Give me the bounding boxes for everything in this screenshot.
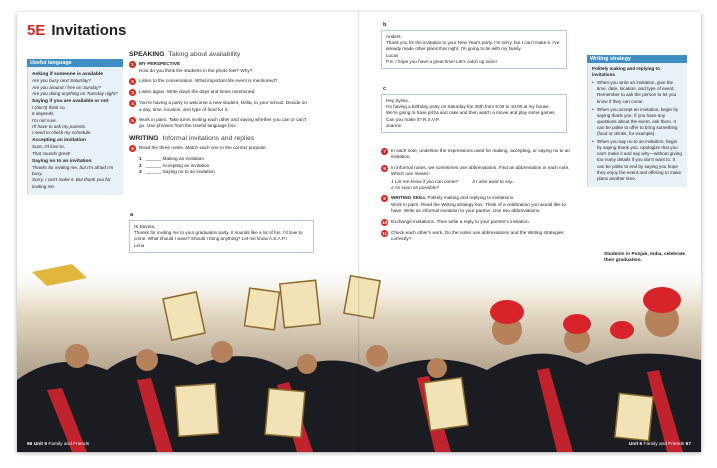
exercise-item [381, 148, 571, 161]
speaking-heading [129, 52, 307, 58]
exercise-item [381, 165, 571, 178]
useful-group-title: Saying no to an invitation [32, 158, 92, 164]
exercise-item [381, 230, 571, 243]
purpose-number: 2 [139, 162, 142, 168]
exercise-number: 1 [129, 61, 136, 68]
useful-phrase: It depends. [32, 111, 55, 117]
exercise-title: WRITING SKILL [391, 195, 427, 201]
useful-phrase: I need to check my schedule. [32, 130, 92, 136]
exercise-number: 5 [129, 117, 136, 124]
note-b [381, 30, 567, 69]
exercise-item [129, 61, 307, 74]
note-line: Anders, [386, 34, 402, 39]
note-label: a [130, 212, 134, 218]
exercise-number: 6 [129, 145, 136, 152]
useful-group-title: Accepting an invitation [32, 138, 86, 144]
exercise-item [129, 145, 307, 152]
exercise-number: 4 [129, 100, 136, 107]
footer-unit-right: Unit 5 [628, 442, 643, 447]
exercise-number: 10 [381, 219, 388, 225]
page-gutter [358, 12, 360, 452]
useful-phrase: Sorry, I can't make it. But thank you for inviting me. [32, 177, 111, 189]
exercise-text: In each note, underline the expressions used for making, accepting, or saying no to an invitation. [391, 148, 571, 160]
useful-phrase: Are you doing anything on Tuesday night? [32, 90, 118, 96]
note-line: Lena [134, 242, 145, 248]
exercise-item [129, 89, 307, 96]
note-label: b [383, 22, 387, 28]
useful-group-title: Saying if you are available or not [32, 99, 109, 105]
writing-exercises [381, 148, 571, 246]
exercise-number: 2 [129, 78, 136, 85]
strategy-body [587, 63, 687, 187]
note-label: c [383, 86, 387, 92]
note-line: P.S. I hope you have a great time! Let's catch up soon! [386, 58, 497, 64]
note-c [381, 94, 567, 133]
writing-heading [129, 136, 307, 142]
exercise-number: 8 [381, 165, 388, 172]
purpose-number: 1 [139, 156, 142, 162]
note-line: Thanks for inviting me to your graduation party. It sounds like a lot of fun. I'd love to come. What should I wear? Should I bring anything? Let me know A.S.A.P.! [134, 230, 303, 242]
useful-language-box [27, 59, 123, 195]
useful-phrase: Are you busy next Saturday? [32, 78, 91, 84]
exercise-text: Work in pairs. Take turns inviting each other and saying whether you can or can't go. Use phrases from the Useful language box. [139, 117, 306, 129]
strategy-bullet: • When you accept an invitation, begin by saying thank you. If you have any questions about the event, ask them. It can be polite to offer to bring something (food or drinks, for example). [592, 107, 683, 137]
note-a [129, 220, 314, 253]
speaking-subtitle: Taking about availability [168, 51, 241, 58]
purpose-text: ______ Saying no to an invitation [145, 169, 215, 175]
exercise-text: You're having a party to welcome a new student, Delia, to your school. Decide on a day, time, location, and type of food for it. [139, 100, 308, 112]
exercise-item [381, 195, 571, 214]
unit-code: 5E [27, 22, 46, 39]
footer-left [27, 442, 89, 447]
useful-language-body [27, 67, 123, 195]
exercise-item [129, 117, 307, 130]
exercise-number: 3 [129, 89, 136, 96]
page-number-left: 66 [27, 442, 33, 447]
writing-title: WRITING [129, 134, 159, 142]
strategy-title: Politely making and replying to invitations [592, 66, 660, 78]
exercise-item [381, 219, 571, 226]
useful-phrase: I'll have to ask my parents. [32, 123, 87, 129]
unit-header [27, 22, 126, 39]
useful-phrase: That sounds great! [32, 150, 71, 156]
strategy-bullet: • When you write an invitation, give the time, date, location, and type of event. Remember to ask the person to let you know if they can come. [592, 80, 683, 104]
writing-subtitle: Informal invitations and replies [162, 134, 255, 142]
useful-phrase: I (don't) think so. [32, 105, 66, 111]
footer-section-right: Family and Friends [643, 442, 685, 447]
exercise-text: Listen to the conversation. What important life event is mentioned? [139, 78, 278, 84]
speaking-title: SPEAKING [129, 51, 165, 58]
textbook-spread [17, 12, 701, 452]
page-title: Invitations [51, 22, 127, 39]
abbrev-question: 3 I also want to say... [472, 178, 516, 184]
useful-phrase: Are you around / free on Sunday? [32, 84, 101, 90]
exercise-item [129, 100, 307, 113]
exercise-text: Exchange invitations. Then write a reply to your partner's invitation. [391, 218, 530, 224]
exercise-number: 9 [381, 195, 388, 202]
exercise-text: Listen again. Write down the days and times mentioned. [139, 89, 256, 95]
abbrev-question: 1 Let me know if you can come? [391, 178, 459, 184]
speaking-column [129, 52, 307, 175]
abbreviation-questions [391, 179, 571, 192]
note-line: Joanne [386, 122, 402, 128]
note-line: Hey Sylvia, [386, 98, 409, 103]
exercise-text: Work in pairs. Read the Writing strategy box. Think of a celebration you would like to have. Write an informal invitation to your partner. Use two abbreviations. [391, 201, 566, 214]
exercise-text: In informal notes, we sometimes use abbreviations. Find an abbreviation in each note. Which one means: [391, 164, 570, 177]
purpose-text: ______ Accepting an invitation [145, 162, 210, 168]
strategy-heading: Writing strategy [587, 55, 687, 63]
page-number-right: 67 [685, 442, 691, 447]
purpose-row [139, 169, 307, 175]
purpose-number: 3 [139, 169, 142, 175]
useful-phrase: Thanks for inviting me, but I'm afraid I'm busy. [32, 165, 114, 177]
exercise-number: 7 [381, 148, 388, 155]
note-line: I'm having a birthday party on Saturday the 25th from 5:00 to 10:00 at my house. We're going to have pizza and cake and then watch a movie and play some games. Can you make it? R.S.V.P. [386, 104, 556, 122]
useful-phrase: Sure, I'd love to. [32, 144, 66, 150]
exercise-title: MY PERSPECTIVE [139, 61, 181, 67]
exercise-number: 11 [382, 230, 387, 236]
note-line: Hi Davina, [134, 224, 156, 229]
useful-language-heading: Useful language [27, 59, 123, 67]
exercise-item [129, 78, 307, 85]
exercise-text: How do you think the students in the photo feel? Why? [139, 67, 253, 73]
footer-unit-left: Unit 5 [33, 442, 48, 447]
strategy-bullet: • When you say no to an invitation, begin by saying thank you. Apologize that you can't make it and say why—without giving too many details if you don't want to. It can be polite to end by saying you hope they enjoy the event and offering to make plans another time. [592, 139, 683, 182]
useful-phrase: I'm not sure. [32, 117, 58, 123]
photo-caption: Students in Punjab, India, celebrate [604, 252, 686, 257]
exercise-text: Check each other's work. Do the notes use abbreviations and the Writing strategies correctly? [391, 229, 564, 242]
useful-group-title: Asking if someone is available [32, 72, 103, 78]
exercise-subtitle: Politely making and replying to invitations [427, 195, 514, 201]
purpose-text: ______ Making an invitation [145, 156, 204, 162]
note-line: Lucas [386, 52, 399, 58]
footer-section-left: Family and Friends [48, 442, 90, 447]
exercise-text: Read the three notes. Match each one to the correct purpose. [139, 145, 267, 151]
note-line: Thank you for the invitation to your New Year's party. I'm sorry, but I can't make it. I've already made other plans that night. I'm going to be with my family. [386, 40, 560, 52]
writing-strategy-box [587, 55, 687, 187]
abbrev-question: 2 As soon as possible? [391, 185, 440, 191]
footer-right [629, 442, 691, 447]
